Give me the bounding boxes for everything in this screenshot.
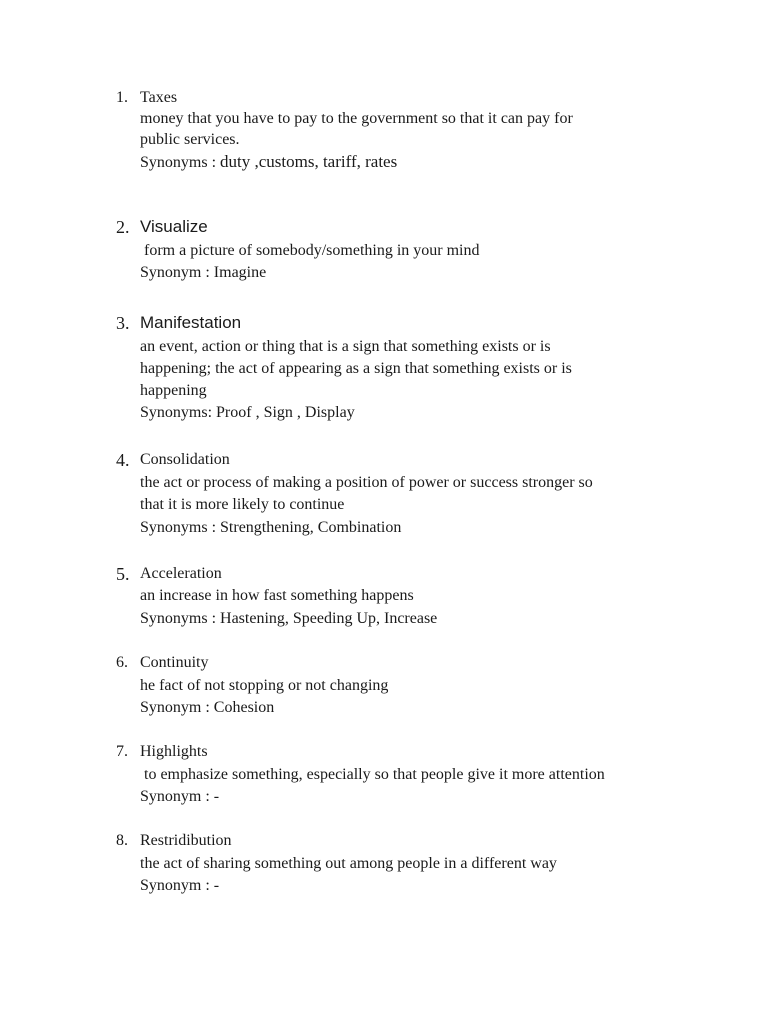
entry-definition-line: money that you have to pay to the government so that it can pay for	[140, 110, 573, 127]
entry-synonyms	[140, 151, 680, 174]
synonym-prefix: Synonyms :	[140, 610, 221, 627]
entry-definition-line: the act of sharing something out among people in a different way	[140, 855, 557, 872]
synonym-prefix: Synonym :	[140, 264, 214, 281]
entry-definition-line: happening	[140, 382, 207, 399]
entry-number: 1.	[116, 89, 128, 106]
entry-term: Manifestation	[140, 313, 242, 332]
entry-definition-line: form a picture of somebody/something in your mind	[140, 242, 480, 259]
entry-synonyms	[140, 402, 680, 424]
entry-definition-line: an increase in how fast something happens	[140, 587, 414, 604]
entry-definition-line: public services.	[140, 131, 240, 148]
entry-number: 6.	[116, 654, 128, 671]
synonym-value: -	[213, 877, 220, 894]
entry-synonyms	[140, 697, 680, 719]
entry-term: Acceleration	[140, 565, 222, 582]
entry-number: 5.	[116, 564, 130, 584]
synonym-value: -	[213, 788, 220, 805]
entry-term: Highlights	[140, 743, 208, 760]
entry-definition-line: he fact of not stopping or not changing	[140, 677, 389, 694]
synonym-value: Imagine	[213, 264, 267, 281]
synonym-value: Cohesion	[213, 699, 275, 716]
synonym-value: Hastening, Speeding Up, Increase	[220, 610, 438, 627]
entry-term: Consolidation	[140, 451, 230, 468]
entry-synonyms	[140, 262, 680, 284]
entry-definition-line: to emphasize something, especially so that people give it more attention	[140, 766, 605, 783]
synonym-value: Proof , Sign , Display	[216, 404, 355, 421]
entry-term: Taxes	[140, 89, 178, 106]
synonym-prefix: Synonyms :	[140, 519, 221, 536]
entry-synonyms	[140, 608, 680, 630]
entry-term: Visualize	[140, 217, 208, 236]
entry-synonyms	[140, 786, 680, 808]
entry-definition-line: that it is more likely to continue	[140, 496, 345, 513]
entry-definition-line: an event, action or thing that is a sign that something exists or is	[140, 338, 551, 355]
synonym-prefix: Synonyms:	[140, 404, 217, 421]
entry-term: Continuity	[140, 654, 209, 671]
entry-definition-line: the act or process of making a position of power or success stronger so	[140, 474, 593, 491]
entry-number: 3.	[116, 313, 130, 333]
entry-term: Restridibution	[140, 832, 232, 849]
synonym-prefix: Synonym :	[140, 877, 214, 894]
entry-definition-line: happening; the act of appearing as a sign that something exists or is	[140, 360, 572, 377]
synonym-prefix: Synonyms :	[140, 154, 221, 171]
entry-synonyms	[140, 517, 680, 539]
entry-number: 7.	[116, 743, 128, 760]
entry-synonyms	[140, 875, 680, 897]
synonym-prefix: Synonym :	[140, 788, 214, 805]
synonym-value: Strengthening, Combination	[220, 519, 402, 536]
entry-number: 8.	[116, 832, 128, 849]
entry-number: 2.	[116, 217, 130, 237]
synonym-prefix: Synonym :	[140, 699, 214, 716]
entry-number: 4.	[116, 450, 130, 470]
synonym-value: duty ,customs, tariff, rates	[220, 152, 398, 171]
